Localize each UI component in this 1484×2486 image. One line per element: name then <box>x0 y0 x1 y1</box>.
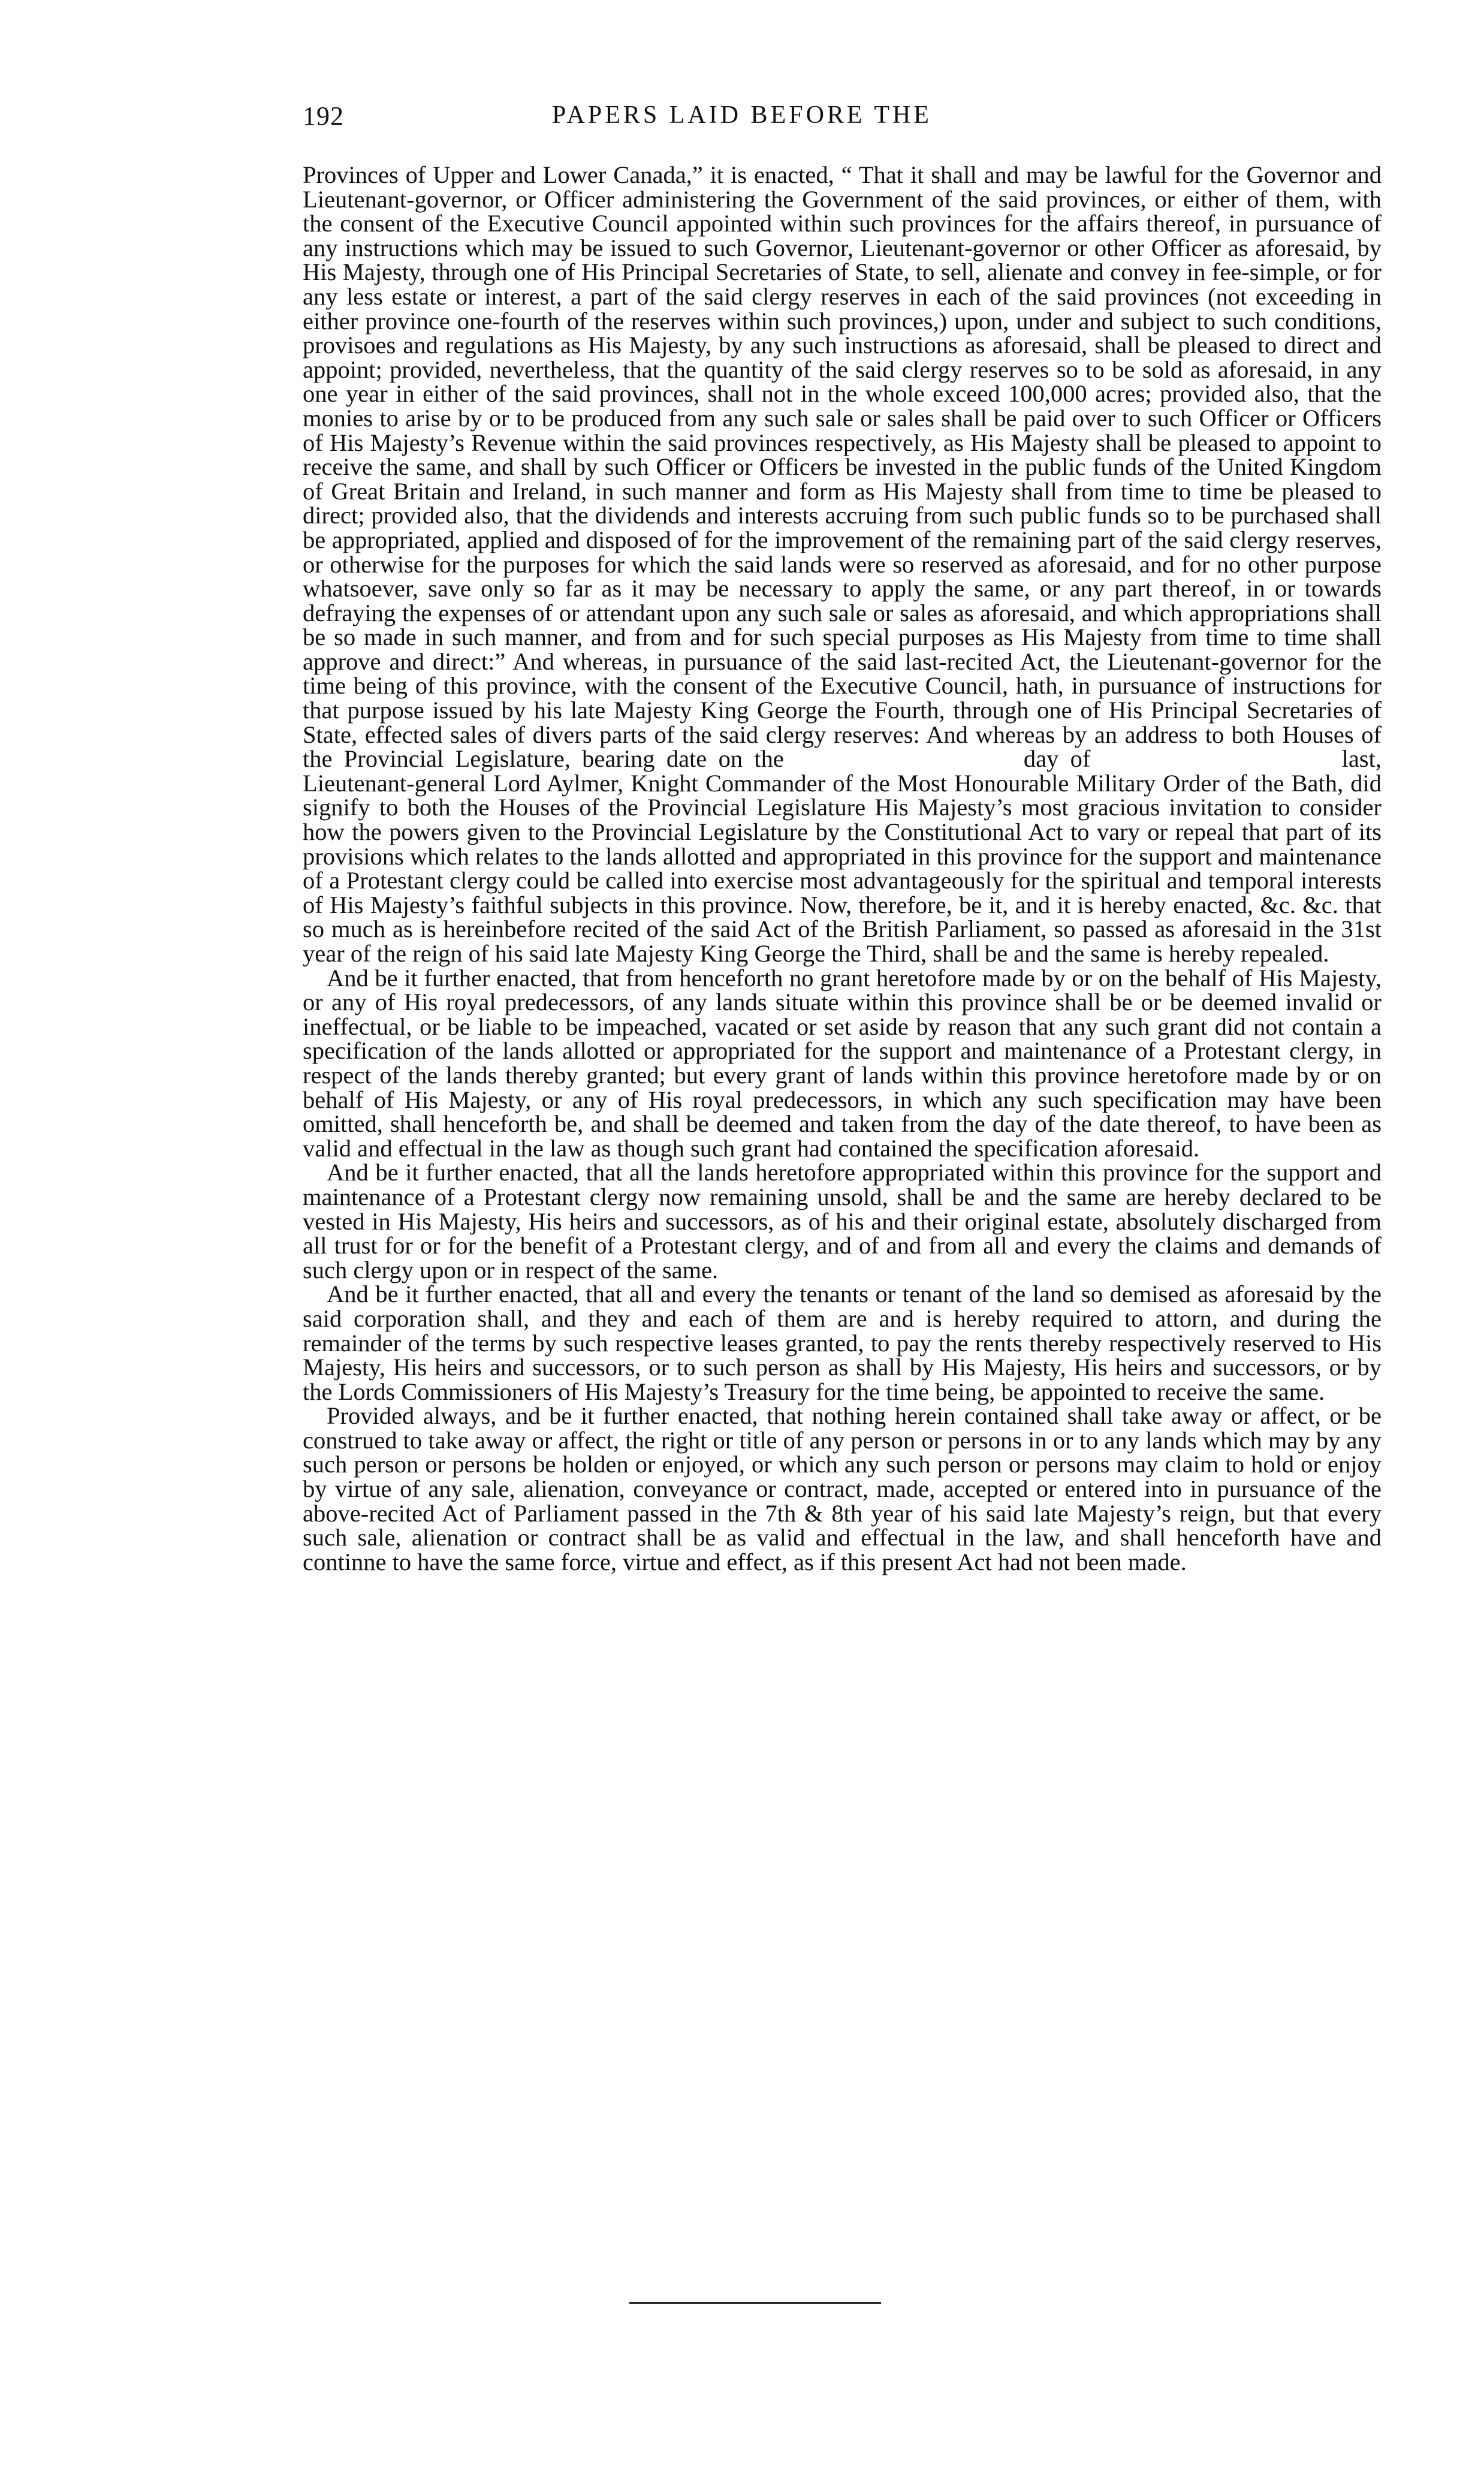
running-head <box>0 101 1484 143</box>
paragraph-tenants-attorn: And be it further enacted, that all and every the tenants or tenant of the land so demised as aforesaid by the said corporation shall, and they and each of them are and is hereby required to attorn, and during the remainder of the terms by such respective leases granted, to pay the rents thereby respectively reserved to His Majesty, His heirs and successors, or to such person as shall by His Majesty, His heirs and successors, or by the Lords Commissioners of His Majesty’s Treasury for the time being, be appointed to receive the same. <box>303 1280 1382 1405</box>
recital-continuation: last, Lieutenant-general Lord Aylmer, Knight Commander of the Most Honourable Military Order of the Bath, did signify to both the Houses of the Provincial Legislature His Majesty’s most gracious invitation to consider how the powers given to the Provincial Legislature by the Constitutional Act to vary or repeal that part of its provisions which relates to the lands allotted and appropriated in this province for the support and maintenance of a Protestant clergy could be called into exercise most advantageously for the spiritual and temporal interests of His Majesty’s faithful subjects in this province. Now, therefore, be it, and it is hereby enacted, &c. &c. that so much as is hereinbefore recited of the said Act of the British Parliament, so passed as aforesaid in the 31st year of the reign of his said late Majesty King George the Third, shall be and the same is hereby repealed. <box>303 745 1382 967</box>
paragraph-grants-validity: And be it further enacted, that from henceforth no grant heretofore made by or on the behalf of His Majesty, or any of His royal predecessors, of any lands situate within this province shall be or be deemed invalid or ineffectual, or be liable to be impeached, vacated or set aside by reason that any such grant did not contain a specification of the lands allotted or appropriated for the support and maintenance of a Protestant clergy, in respect of the lands thereby granted; but every grant of lands within this province heretofore made by or on behalf of His Majesty, or any of His royal predecessors, in which any such specification may have been omitted, shall henceforth be, and shall be deemed and taken from the day of the date thereof, to have been as valid and effectual in the law as though such grant had contained the specification aforesaid. <box>303 964 1382 1162</box>
closing-rule <box>629 2302 881 2304</box>
page-number: 192 <box>303 101 344 131</box>
paragraph-enactment-recital <box>303 163 1382 966</box>
recital-day-of: day of <box>1023 745 1091 773</box>
recital-text: Provinces of Upper and Lower Canada,” it is enacted, “ That it shall and may be lawful for the Governor and Lieutenant-governor, or Officer administering the Government of the said provinces, or either of them, with the consent of the Executive Council appointed within such provinces for the affairs thereof, in pursuance of any instructions which may be issued to such Governor, Lieutenant-governor or other Officer as aforesaid, by His Majesty, through one of His Principal Secretaries of State, to sell, alienate and convey in fee-simple, or for any less estate or interest, a part of the said clergy reserves in each of the said provinces (not exceeding in either province one-fourth of the reserves within such provinces,) upon, under and subject to such conditions, provisoes and regulations as His Majesty, by any such instructions as aforesaid, shall be pleased to direct and appoint; provided, nevertheless, that the quantity of the said clergy reserves so to be sold as aforesaid, in any one year in either of the said provinces, shall not in the whole exceed 100,000 acres; provided also, that the monies to arise by or to be produced from any such sale or sales shall be paid over to such Officer or Officers of His Majesty’s Revenue within the said provinces respectively, as His Majesty shall be pleased to appoint to receive the same, and shall by such Officer or Officers be invested in the public funds of the United Kingdom of Great Britain and Ireland, in such manner and form as His Majesty shall from time to time be pleased to direct; provided also, that the dividends and interests accruing from such public funds so to be purchased shall be appropriated, applied and disposed of for the improvement of the remaining part of the said clergy reserves, or otherwise for the purposes for which the said lands were so reserved as aforesaid, and for no other purpose whatsoever, save only so far as it may be necessary to apply the same, or any part thereof, in or towards defraying the expenses of or attendant upon any such sale or sales as aforesaid, and which appropriations shall be so made in such manner, and from and for such special purposes as His Majesty from time to time shall approve and direct:” And whereas, in pursuance of the said last-recited Act, the Lieutenant-governor for the time being of this province, with the consent of the Executive Council, hath, in pursuance of instructions for that purpose issued by his late Majesty King George the Fourth, through one of His Principal Secretaries of State, effected sales of divers parts of the said clergy reserves: And whereas by an address to both Houses of the Provincial Legislature, bearing date on the <box>303 161 1382 773</box>
body-text <box>303 163 1382 1574</box>
header-title: PAPERS LAID BEFORE THE <box>552 101 932 129</box>
paragraph-proviso: Provided always, and be it further enacted, that nothing herein contained shall take away or affect, or be construed to take away or affect, the right or title of any person or persons in or to any lands which may by any such person or persons be holden or enjoyed, or which any such person or persons may claim to hold or enjoy by virtue of any sale, alienation, conveyance or contract, made, accepted or entered into in pursuance of the above-recited Act of Parliament passed in the 7th & 8th year of his said late Majesty’s reign, but that every such sale, alienation or contract shall be as valid and effectual in the law, and shall henceforth have and continne to have the same force, virtue and effect, as if this present Act had not been made. <box>303 1402 1382 1575</box>
paragraph-lands-vested: And be it further enacted, that all the lands heretofore appropriated within this province for the support and maintenance of a Protestant clergy now remaining unsold, shall be and the same are hereby declared to be vested in His Majesty, His heirs and successors, as of his and their original estate, absolutely discharged from all trust for or for the benefit of a Protestant clergy, and of and from all and every the claims and demands of such clergy upon or in respect of the same. <box>303 1159 1382 1283</box>
